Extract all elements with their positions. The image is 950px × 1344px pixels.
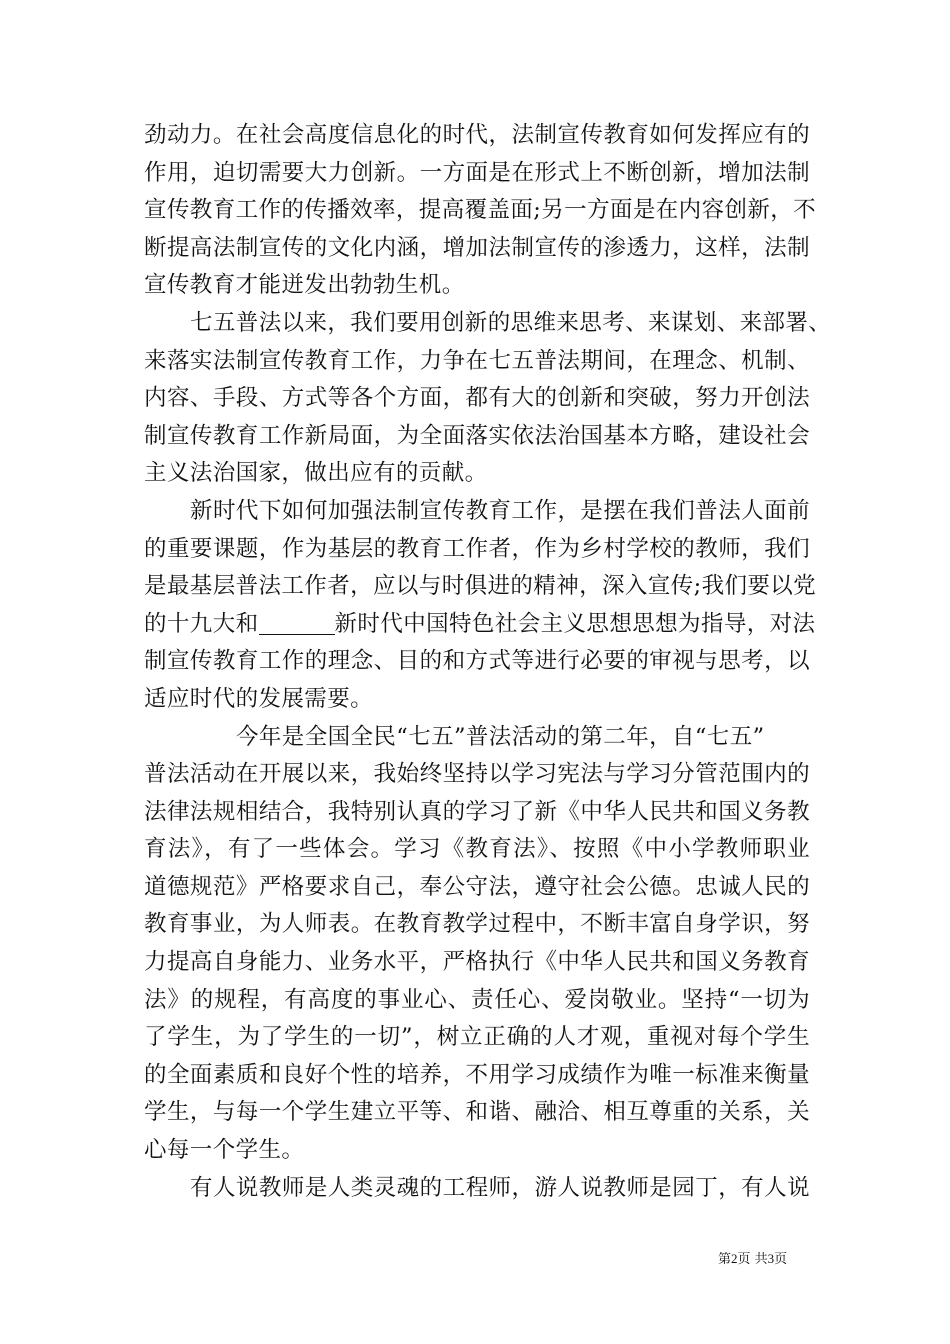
text-line: 普法活动在开展以来，我始终坚持以学习宪法与学习分管范围内的: [144, 761, 810, 788]
footer-prefix: 第: [718, 1252, 732, 1267]
text-line: 有人说教师是人类灵魂的工程师，游人说教师是园丁，有人说: [190, 1174, 810, 1201]
text-line: 心每一个学生。: [144, 1137, 305, 1164]
total-page-count: 3: [767, 1251, 775, 1266]
footer-middle: 页 共: [737, 1252, 768, 1267]
text-line: 制宣传教育工作的理念、目的和方式等进行必要的审视与思考，以: [144, 648, 810, 675]
text-line: 新时代下如何加强法制宣传教育工作，是摆在我们普法人面前: [190, 497, 810, 524]
text-line: 的重要课题，作为基层的教育工作者，作为乡村学校的教师，我们: [144, 535, 810, 562]
text-line-with-blank: [144, 606, 816, 644]
text-line: 了学生，为了学生的一切”，树立正确的人才观，重视对每个学生: [144, 1024, 810, 1051]
text-line: 断提高法制宣传的文化内涵，增加法制宣传的渗透力，这样，法制: [144, 234, 810, 261]
text-line: 今年是全国全民“七五”普法活动的第二年，自“七五”: [236, 723, 765, 750]
blank-underline: [259, 612, 335, 635]
text-line: 是最基层普法工作者，应以与时俱进的精神，深入宣传;我们要以党: [144, 573, 817, 600]
text-fragment: 的十九大和: [144, 610, 259, 637]
paragraph-1: [144, 117, 817, 305]
text-line: 学生，与每一个学生建立平等、和谐、融洽、相互尊重的关系，关: [144, 1099, 810, 1126]
text-line: 的全面素质和良好个性的培养，不用学习成绩作为唯一标准来衡量: [144, 1061, 810, 1088]
page-number-footer: [718, 1251, 838, 1268]
text-line: 教育事业，为人师表。在教育教学过程中，不断丰富自身学识，努: [144, 911, 810, 938]
text-line: 宣传教育工作的传播效率，提高覆盖面;另一方面是在内容创新，不: [144, 197, 817, 224]
paragraph-3: [144, 493, 817, 719]
text-line: 宣传教育才能迸发出勃勃生机。: [144, 272, 465, 299]
text-line: 劲动力。在社会高度信息化的时代，法制宣传教育如何发挥应有的: [144, 122, 810, 148]
text-line: 育法》，有了一些体会。学习《教育法》、按照《中小学教师职业: [144, 836, 810, 863]
text-line: 道德规范》严格要求自己，奉公守法，遵守社会公德。忠诚人民的: [144, 873, 810, 900]
footer-suffix: 页: [774, 1252, 788, 1267]
text-line: 内容、手段、方式等各个方面，都有大的创新和突破，努力开创法: [144, 385, 810, 412]
text-line: 法律法规相结合，我特别认真的学习了新《中华人民共和国义务教: [144, 798, 810, 825]
text-line: 制宣传教育工作新局面，为全面落实依法治国基本方略，建设社会: [144, 422, 810, 449]
paragraph-4: [144, 719, 810, 1170]
text-line: 主义法治国家，做出应有的贡献。: [144, 460, 488, 487]
text-line: 七五普法以来，我们要用创新的思维来思考、来谋划、来部署、: [190, 309, 832, 336]
text-line: 来落实法制宣传教育工作，力争在七五普法期间，在理念、机制、: [144, 347, 810, 374]
text-line: 作用，迫切需要大力创新。一方面是在形式上不断创新，增加法制: [144, 159, 810, 186]
paragraph-2: [144, 305, 832, 493]
document-body: [144, 117, 832, 1207]
text-line: 力提高自身能力、业务水平，严格执行《中华人民共和国义务教育: [144, 949, 810, 976]
text-fragment: 新时代中国特色社会主义思想思想为指导，对法: [334, 610, 816, 637]
text-line: 适应时代的发展需要。: [144, 685, 374, 712]
text-line: 法》的规程，有高度的事业心、责任心、爱岗敬业。坚持“一切为: [144, 986, 810, 1013]
paragraph-5: [144, 1170, 810, 1208]
current-page-number: 2: [731, 1251, 738, 1266]
